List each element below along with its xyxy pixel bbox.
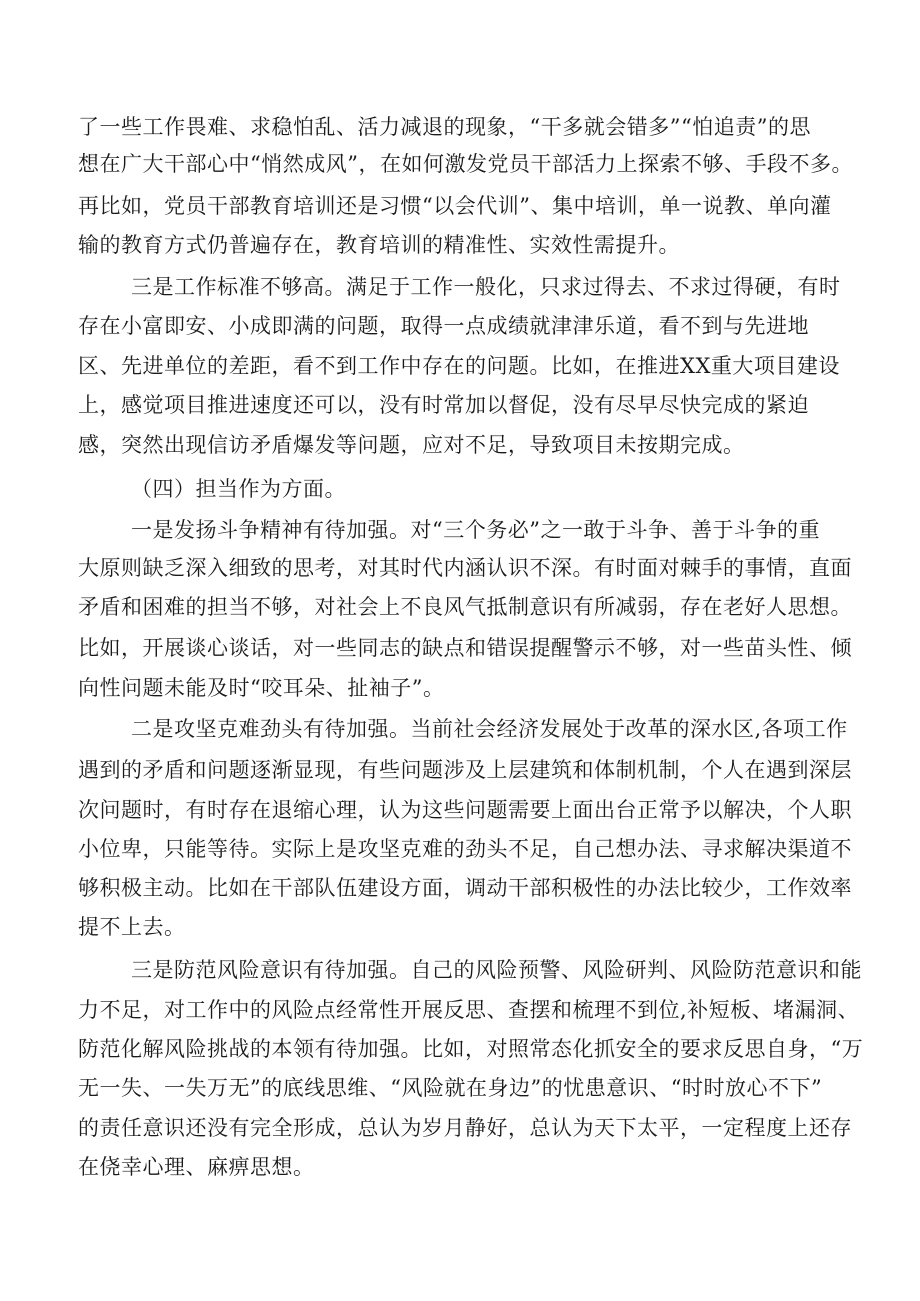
text-line: 输的教育方式仍普遍存在，教育培训的精准性、实效性需提升。	[78, 233, 680, 257]
text-line: 了一些工作畏难、求稳怕乱、活力减退的现象，“干多就会错多”“怕追责”的思	[78, 115, 811, 139]
text-line: 防范化解风险挑战的本领有待加强。比如，对照常态化抓安全的要求反思自身，“万	[78, 1037, 864, 1061]
section-heading: （四）担当作为方面。	[131, 477, 346, 501]
text-line: 大原则缺乏深入细致的思考，对其时代内涵认识不深。有时面对棘手的事情，直面	[78, 556, 852, 580]
text-line: 矛盾和困难的担当不够，对社会上不良风气抵制意识有所减弱，存在老好人思想。	[78, 595, 852, 619]
text-line: 区、先进单位的差距，看不到工作中存在的问题。比如，在推进XX重大项目建设	[78, 354, 840, 378]
text-line: 比如，开展谈心谈话，对一些同志的缺点和错误提醒警示不够，对一些苗头性、倾	[78, 636, 852, 660]
text-line: 再比如，党员干部教育培训还是习惯“以会代训”、集中培训，单一说教、单向灌	[78, 194, 832, 218]
text-line: 次问题时，有时存在退缩心理，认为这些问题需要上面出台正常予以解决，个人职	[78, 798, 852, 822]
text-line: 向性问题未能及时“咬耳朵、扯袖子”。	[78, 676, 445, 700]
text-line: 上，感觉项目推进速度还可以，没有时常加以督促，没有尽早尽快完成的紧迫	[78, 393, 809, 417]
text-line: 无一失、一失万无”的底线思维、“风险就在身边”的忧患意识、“时时放心不下”	[78, 1076, 823, 1100]
text-line: 二是攻坚克难劲头有待加强。当前社会经济发展处于改革的深水区,各项工作	[131, 717, 848, 741]
text-line: 想在广大干部心中“悄然成风”，在如何激发党员干部活力上探索不够、手段不多。	[78, 152, 853, 176]
text-line: 一是发扬斗争精神有待加强。对“三个务必”之一敢于斗争、善于斗争的重	[131, 518, 820, 542]
text-line: 三是工作标准不够高。满足于工作一般化，只求过得去、不求过得硬，有时	[131, 275, 841, 299]
text-line: 三是防范风险意识有待加强。自己的风险预警、风险研判、风险防范意识和能	[131, 958, 862, 982]
text-line: 小位卑，只能等待。实际上是攻坚克难的劲头不足，自己想办法、寻求解决渠道不	[78, 837, 852, 861]
text-line: 在侥幸心理、麻痹思想。	[78, 1155, 315, 1179]
text-line: 遇到的矛盾和问题逐渐显现，有些问题涉及上层建筑和体制机制，个人在遇到深层	[78, 758, 852, 782]
text-line: 存在小富即安、小成即满的问题，取得一点成绩就津津乐道，看不到与先进地	[78, 314, 809, 338]
text-line: 力不足，对工作中的风险点经常性开展反思、查摆和梳理不到位,补短板、堵漏洞、	[78, 998, 860, 1022]
text-line: 感，突然出现信访矛盾爆发等问题，应对不足，导致项目未按期完成。	[78, 433, 745, 457]
text-line: 够积极主动。比如在干部队伍建设方面，调动干部积极性的办法比较少，工作效率	[78, 876, 852, 900]
text-line: 提不上去。	[78, 915, 186, 939]
text-line: 的责任意识还没有完全形成，总认为岁月静好，总认为天下太平，一定程度上还存	[78, 1116, 852, 1140]
